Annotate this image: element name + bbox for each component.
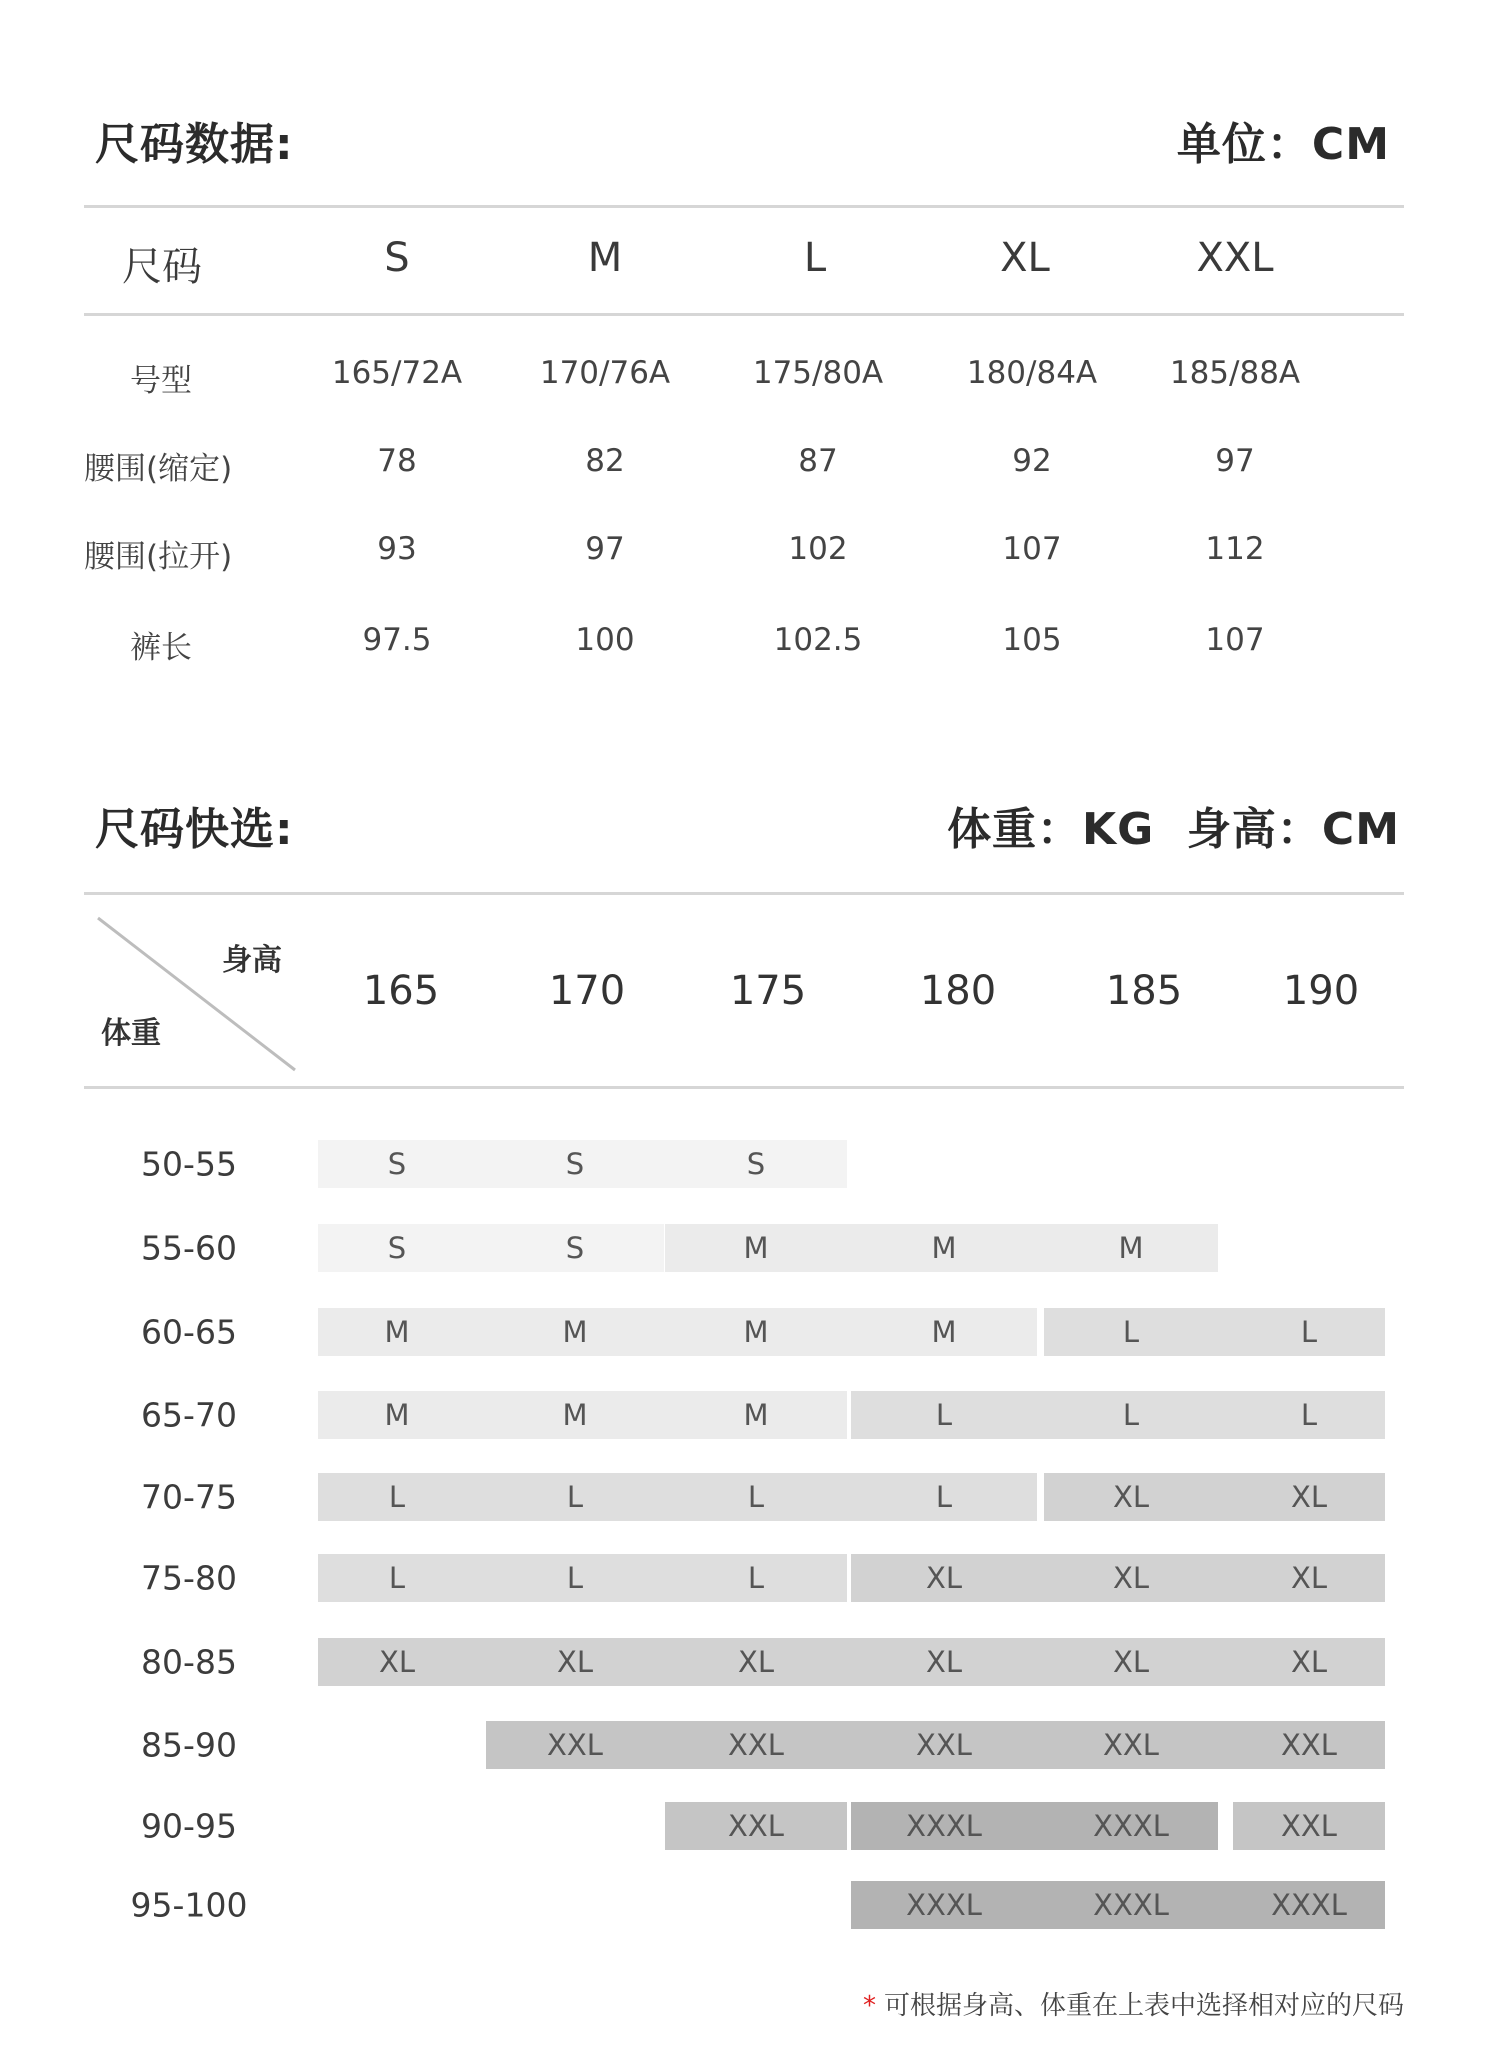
weight-label: 55-60	[141, 1228, 237, 1268]
size-cell: XL	[1112, 1645, 1150, 1679]
size-cell: XXXL	[906, 1888, 982, 1922]
weight-label: 90-95	[141, 1806, 237, 1846]
size-cell: XL	[1112, 1561, 1150, 1595]
size-cell: XXXL	[1093, 1888, 1169, 1922]
value-cell: 97	[1215, 443, 1255, 479]
weight-label: 65-70	[141, 1395, 237, 1435]
size-cell: M	[743, 1398, 769, 1432]
quick-select-header-divider	[84, 1086, 1404, 1089]
size-cell: XXL	[1103, 1728, 1159, 1762]
size-cell: XXL	[547, 1728, 603, 1762]
value-cell: 82	[585, 443, 625, 479]
row-label-waist-stretched: 腰围(拉开)	[84, 539, 233, 575]
row-label-model: 号型	[130, 363, 192, 399]
size-data-unit: 单位：CM	[1176, 119, 1390, 170]
value-cell: 170/76A	[539, 355, 671, 391]
size-cell: L	[1122, 1315, 1140, 1349]
corner-height-label: 身高	[222, 943, 282, 978]
size-cell: S	[565, 1231, 585, 1265]
size-cell: L	[1300, 1398, 1318, 1432]
size-cell: XL	[1290, 1561, 1328, 1595]
size-cell: M	[931, 1231, 957, 1265]
size-cell: L	[747, 1480, 765, 1514]
height-header: 190	[1282, 968, 1360, 1014]
size-cell: L	[1300, 1315, 1318, 1349]
quick-select-unit: 体重：KG 身高：CM	[947, 804, 1400, 855]
quick-select-title: 尺码快选:	[95, 804, 294, 855]
height-header: 185	[1105, 968, 1183, 1014]
size-bar	[1044, 1308, 1385, 1356]
size-cell: L	[1122, 1398, 1140, 1432]
value-cell: 180/84A	[966, 355, 1098, 391]
value-cell: 102.5	[773, 622, 863, 658]
value-cell: 107	[1002, 531, 1062, 567]
value-cell: 105	[1002, 622, 1062, 658]
size-cell: XXL	[728, 1728, 784, 1762]
size-cell: M	[931, 1315, 957, 1349]
size-cell: XL	[378, 1645, 416, 1679]
size-cell: L	[747, 1561, 765, 1595]
size-cell: L	[935, 1398, 953, 1432]
size-cell: S	[387, 1231, 407, 1265]
weight-label: 75-80	[141, 1558, 237, 1598]
weight-label: 50-55	[141, 1144, 237, 1184]
size-cell: S	[387, 1147, 407, 1181]
value-cell: 102	[788, 531, 848, 567]
size-cell: XXL	[916, 1728, 972, 1762]
footnote-text: 可根据身高、体重在上表中选择相对应的尺码	[883, 1991, 1404, 2021]
size-cell: M	[1118, 1231, 1144, 1265]
size-cell: L	[388, 1480, 406, 1514]
value-cell: 87	[798, 443, 838, 479]
size-cell: XXXL	[1093, 1809, 1169, 1843]
header-size-m: M	[587, 235, 623, 281]
quick-select-top-divider	[84, 892, 1404, 895]
header-size-xxl: XXL	[1196, 235, 1274, 281]
size-cell: L	[566, 1480, 584, 1514]
size-cell: XL	[1112, 1480, 1150, 1514]
size-bar	[318, 1473, 1037, 1521]
size-bar	[318, 1638, 1385, 1686]
value-cell: 100	[575, 622, 635, 658]
value-cell: 92	[1012, 443, 1052, 479]
size-cell: XL	[925, 1561, 963, 1595]
header-size-s: S	[384, 235, 410, 281]
size-cell: XL	[1290, 1480, 1328, 1514]
size-cell: S	[565, 1147, 585, 1181]
size-bar	[1044, 1473, 1385, 1521]
value-cell: 97	[585, 531, 625, 567]
size-cell: L	[935, 1480, 953, 1514]
size-cell: M	[384, 1315, 410, 1349]
footnote	[863, 1985, 1404, 2022]
size-cell: M	[562, 1315, 588, 1349]
footnote-star: *	[862, 1991, 876, 2021]
height-header: 170	[548, 968, 626, 1014]
height-header: 165	[362, 968, 440, 1014]
value-cell: 175/80A	[752, 355, 884, 391]
size-cell: M	[384, 1398, 410, 1432]
value-cell: 97.5	[362, 622, 432, 658]
size-cell: L	[388, 1561, 406, 1595]
size-cell: XL	[925, 1645, 963, 1679]
size-cell: XL	[737, 1645, 775, 1679]
height-header: 175	[729, 968, 807, 1014]
size-cell: XL	[1290, 1645, 1328, 1679]
corner-weight-label: 体重	[101, 1016, 161, 1051]
weight-label: 70-75	[141, 1477, 237, 1517]
size-bar	[318, 1224, 664, 1272]
size-bar	[318, 1308, 1037, 1356]
size-cell: XXL	[1281, 1809, 1337, 1843]
size-cell: XXL	[728, 1809, 784, 1843]
value-cell: 78	[377, 443, 417, 479]
size-data-title: 尺码数据:	[95, 119, 294, 170]
value-cell: 112	[1205, 531, 1265, 567]
weight-label: 95-100	[130, 1885, 248, 1925]
value-cell: 93	[377, 531, 417, 567]
size-cell: S	[746, 1147, 766, 1181]
weight-label: 85-90	[141, 1725, 237, 1765]
value-cell: 107	[1205, 622, 1265, 658]
size-cell: XL	[556, 1645, 594, 1679]
size-cell: M	[743, 1315, 769, 1349]
weight-label: 60-65	[141, 1312, 237, 1352]
size-cell: XXXL	[1271, 1888, 1347, 1922]
header-size-xl: XL	[1000, 235, 1050, 281]
weight-label: 80-85	[141, 1642, 237, 1682]
row-label-length: 裤长	[130, 630, 192, 666]
size-cell: XXXL	[906, 1809, 982, 1843]
height-header: 180	[919, 968, 997, 1014]
header-size-l: L	[803, 235, 827, 281]
header-size-label: 尺码	[122, 244, 202, 290]
size-cell: M	[743, 1231, 769, 1265]
size-cell: M	[562, 1398, 588, 1432]
size-data-header-divider	[84, 313, 1404, 316]
row-label-waist-relaxed: 腰围(缩定)	[84, 451, 233, 487]
value-cell: 165/72A	[331, 355, 463, 391]
value-cell: 185/88A	[1169, 355, 1301, 391]
size-cell: XXL	[1281, 1728, 1337, 1762]
size-data-top-divider	[84, 205, 1404, 208]
size-cell: L	[566, 1561, 584, 1595]
